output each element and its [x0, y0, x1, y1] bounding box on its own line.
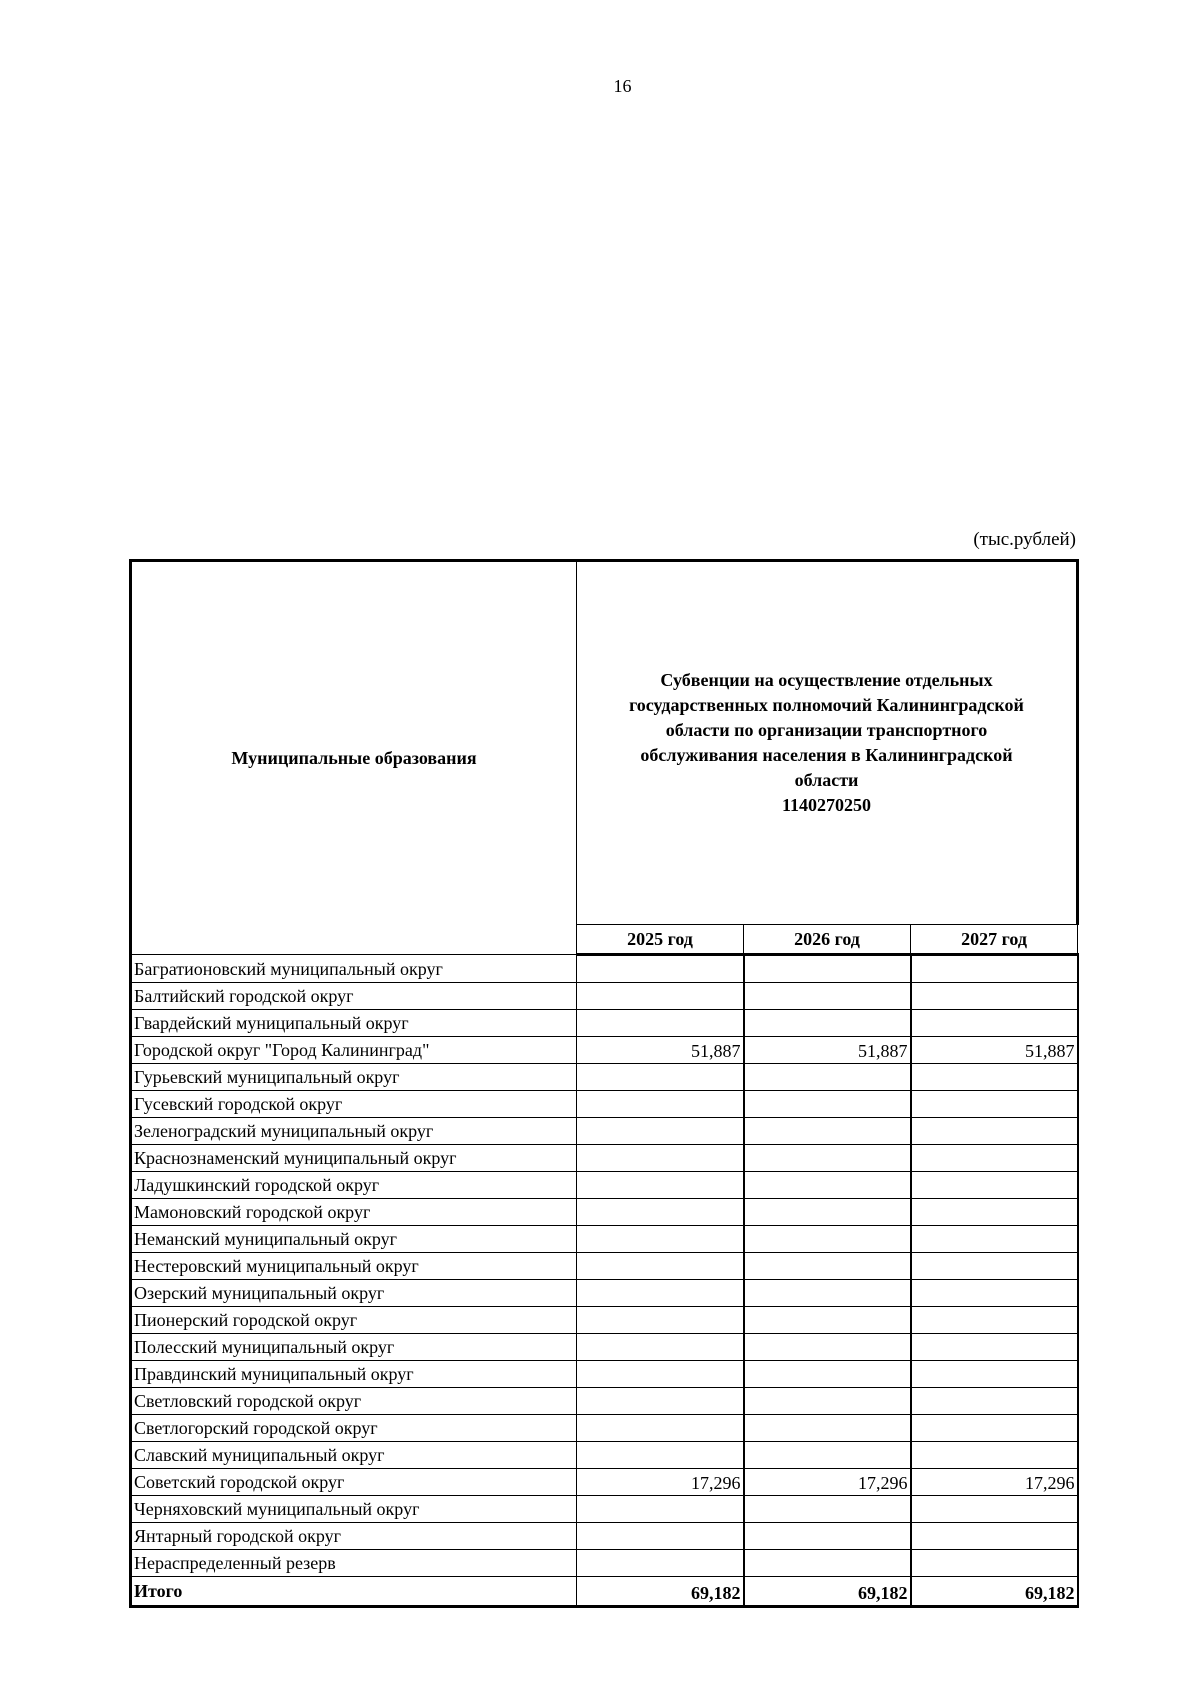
page-number: 16 [613, 76, 632, 96]
value-2025 [577, 1118, 744, 1145]
value-2025 [577, 1523, 744, 1550]
value-2026 [744, 1172, 911, 1199]
subvention-header-line: Субвенции на осуществление отдельных [660, 670, 993, 690]
value-2025 [577, 1334, 744, 1361]
value-2025 [577, 1496, 744, 1523]
table-row [131, 1442, 1078, 1469]
table-row [131, 1199, 1078, 1226]
value-2027 [911, 1442, 1078, 1469]
value-2026 [744, 1388, 911, 1415]
table-row [131, 983, 1078, 1010]
municipality-name: Гусевский городской округ [131, 1091, 577, 1118]
value-2027 [911, 983, 1078, 1010]
value-2025 [577, 1442, 744, 1469]
value-2027 [911, 1253, 1078, 1280]
table-row [131, 1550, 1078, 1577]
table-row [131, 1064, 1078, 1091]
total-2027: 69,182 [911, 1577, 1078, 1607]
municipality-name: Городской округ "Город Калининград" [131, 1037, 577, 1064]
value-2027: 51,887 [911, 1037, 1078, 1064]
municipality-name: Нераспределенный резерв [131, 1550, 577, 1577]
table-row [131, 1037, 1078, 1064]
municipality-name: Советский городской округ [131, 1469, 577, 1496]
value-2027 [911, 1064, 1078, 1091]
municipality-name: Зеленоградский муниципальный округ [131, 1118, 577, 1145]
subvention-table [129, 559, 1079, 1608]
value-2027 [911, 1010, 1078, 1037]
municipality-name: Славский муниципальный округ [131, 1442, 577, 1469]
subvention-code: 1140270250 [782, 795, 872, 815]
table-row [131, 1145, 1078, 1172]
municipality-name: Светлогорский городской округ [131, 1415, 577, 1442]
municipality-name: Полесский муниципальный округ [131, 1334, 577, 1361]
subvention-header-line: области по организации транспортного [665, 720, 988, 740]
value-2025 [577, 955, 744, 983]
value-2026 [744, 1442, 911, 1469]
value-2027 [911, 1388, 1078, 1415]
value-2027: 17,296 [911, 1469, 1078, 1496]
table-row [131, 1118, 1078, 1145]
value-2026 [744, 1199, 911, 1226]
value-2025 [577, 1361, 744, 1388]
value-2027 [911, 1496, 1078, 1523]
value-2025 [577, 1010, 744, 1037]
value-2027 [911, 1118, 1078, 1145]
table-row [131, 1388, 1078, 1415]
table-row [131, 1469, 1078, 1496]
column-header-subvention [577, 561, 1078, 925]
value-2025: 17,296 [577, 1469, 744, 1496]
municipality-name: Неманский муниципальный округ [131, 1226, 577, 1253]
value-2026 [744, 955, 911, 983]
table-row [131, 1361, 1078, 1388]
value-2026: 51,887 [744, 1037, 911, 1064]
year-header-2026: 2026 год [744, 925, 911, 955]
municipality-name: Правдинский муниципальный округ [131, 1361, 577, 1388]
total-label: Итого [131, 1577, 577, 1607]
value-2027 [911, 1226, 1078, 1253]
municipality-name: Багратионовский муниципальный округ [131, 955, 577, 983]
municipality-name: Краснознаменский муниципальный округ [131, 1145, 577, 1172]
municipality-name: Балтийский городской округ [131, 983, 577, 1010]
table-row [131, 1226, 1078, 1253]
subvention-header-line: обслуживания населения в Калининградской [640, 745, 1013, 765]
value-2027 [911, 1172, 1078, 1199]
units-label: (тыс.рублей) [973, 529, 1076, 550]
value-2025 [577, 1226, 744, 1253]
value-2027 [911, 1361, 1078, 1388]
municipality-name: Мамоновский городской округ [131, 1199, 577, 1226]
municipality-name: Черняховский муниципальный округ [131, 1496, 577, 1523]
value-2026 [744, 1334, 911, 1361]
municipality-name: Светловский городской округ [131, 1388, 577, 1415]
value-2025 [577, 1280, 744, 1307]
table-row [131, 1010, 1078, 1037]
value-2027 [911, 1523, 1078, 1550]
value-2027 [911, 1091, 1078, 1118]
value-2026 [744, 983, 911, 1010]
value-2025 [577, 1172, 744, 1199]
value-2026 [744, 1280, 911, 1307]
municipality-name: Ладушкинский городской округ [131, 1172, 577, 1199]
value-2026 [744, 1496, 911, 1523]
value-2025 [577, 1145, 744, 1172]
municipality-name: Озерский муниципальный округ [131, 1280, 577, 1307]
year-header-2025: 2025 год [577, 925, 744, 955]
value-2026 [744, 1415, 911, 1442]
value-2025 [577, 1064, 744, 1091]
value-2025 [577, 1091, 744, 1118]
table-row [131, 1280, 1078, 1307]
table-row [131, 1307, 1078, 1334]
value-2026 [744, 1550, 911, 1577]
table-row [131, 1496, 1078, 1523]
year-header-2027: 2027 год [911, 925, 1078, 955]
value-2027 [911, 1145, 1078, 1172]
value-2027 [911, 1280, 1078, 1307]
table-row [131, 1415, 1078, 1442]
table-row [131, 1253, 1078, 1280]
value-2027 [911, 955, 1078, 983]
value-2025 [577, 1307, 744, 1334]
value-2025 [577, 1388, 744, 1415]
total-2026: 69,182 [744, 1577, 911, 1607]
value-2027 [911, 1550, 1078, 1577]
value-2026 [744, 1226, 911, 1253]
subvention-header-line: области [794, 770, 859, 790]
value-2026 [744, 1091, 911, 1118]
value-2025 [577, 1253, 744, 1280]
value-2026: 17,296 [744, 1469, 911, 1496]
municipality-name: Гвардейский муниципальный округ [131, 1010, 577, 1037]
value-2027 [911, 1415, 1078, 1442]
value-2025: 51,887 [577, 1037, 744, 1064]
value-2026 [744, 1523, 911, 1550]
municipality-name: Пионерский городской округ [131, 1307, 577, 1334]
table-row [131, 1334, 1078, 1361]
total-row [131, 1577, 1078, 1607]
table-row [131, 1091, 1078, 1118]
value-2027 [911, 1307, 1078, 1334]
column-header-municipalities: Муниципальные образования [131, 561, 577, 955]
value-2026 [744, 1145, 911, 1172]
municipality-name: Гурьевский муниципальный округ [131, 1064, 577, 1091]
value-2026 [744, 1118, 911, 1145]
value-2026 [744, 1064, 911, 1091]
value-2026 [744, 1253, 911, 1280]
value-2025 [577, 1199, 744, 1226]
value-2025 [577, 1550, 744, 1577]
municipality-name: Янтарный городской округ [131, 1523, 577, 1550]
table-row [131, 1523, 1078, 1550]
total-2025: 69,182 [577, 1577, 744, 1607]
value-2025 [577, 1415, 744, 1442]
value-2026 [744, 1307, 911, 1334]
table-row [131, 1172, 1078, 1199]
subvention-header-line: государственных полномочий Калининградской [629, 695, 1024, 715]
municipality-name: Нестеровский муниципальный округ [131, 1253, 577, 1280]
table-body [131, 955, 1078, 1607]
value-2026 [744, 1361, 911, 1388]
value-2025 [577, 983, 744, 1010]
value-2026 [744, 1010, 911, 1037]
value-2027 [911, 1199, 1078, 1226]
table-row [131, 955, 1078, 983]
value-2027 [911, 1334, 1078, 1361]
